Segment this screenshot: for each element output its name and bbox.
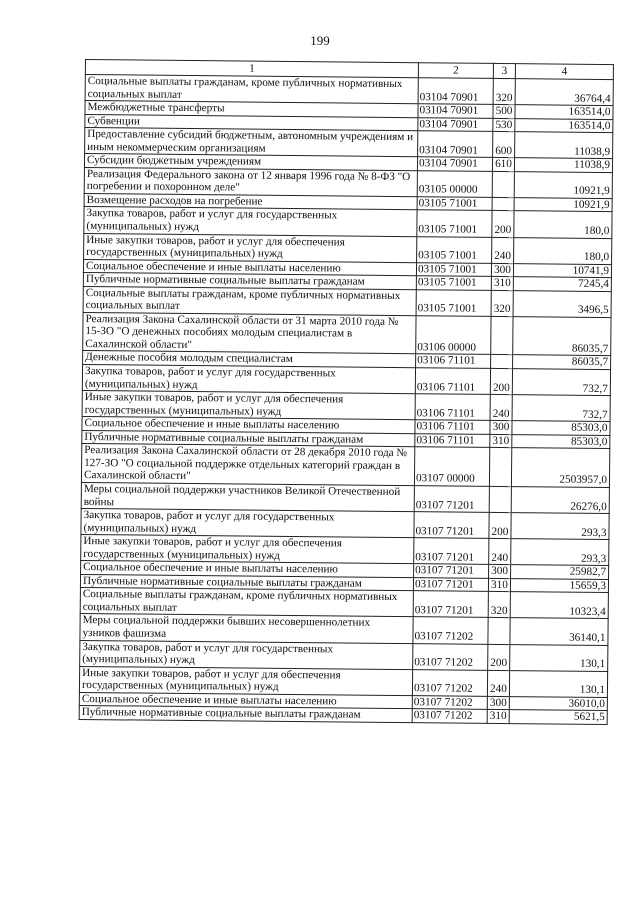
- budget-table-sheet: [79, 59, 613, 725]
- row-name: Публичные нормативные социальные выплаты гражданам: [82, 430, 415, 447]
- row-vr: 240: [492, 237, 514, 263]
- row-name: Предоставление субсидий бюджетным, автономным учреждениям и иным некоммерческим организациям: [85, 128, 418, 157]
- row-name: Социальные выплаты гражданам, кроме публичных нормативных социальных выплат: [85, 75, 418, 104]
- row-code: 03104 70901: [418, 131, 493, 158]
- row-code: 03106 71101: [415, 433, 490, 447]
- row-amount: 85303,0: [512, 434, 610, 448]
- row-code: 03106 71101: [415, 420, 490, 434]
- row-code: 03105 00000: [417, 171, 492, 198]
- row-code: 03107 71202: [413, 617, 488, 644]
- row-code: 03107 71201: [414, 538, 489, 565]
- row-vr: 600: [493, 132, 515, 158]
- row-vr: [492, 171, 514, 197]
- row-name: Реализация Федерального закона от 12 января 1996 года № 8-ФЗ "О погребении и похоронном деле": [84, 167, 417, 196]
- row-code: 03107 71201: [413, 591, 488, 618]
- row-amount: 85303,0: [512, 421, 610, 435]
- row-vr: 610: [492, 158, 514, 172]
- row-amount: 36010,0: [509, 696, 607, 710]
- row-code: 03107 71201: [414, 486, 489, 513]
- row-code: 03107 71202: [412, 709, 487, 723]
- column-header-name: 1: [85, 60, 418, 78]
- row-amount: 732,7: [512, 369, 610, 396]
- row-name: Публичные нормативные социальные выплаты гражданам: [79, 706, 412, 723]
- row-amount: 732,7: [512, 395, 610, 422]
- row-name: Субсидии бюджетным учреждениям: [84, 154, 417, 171]
- row-code: 03104 70901: [418, 78, 493, 105]
- row-name: Закупка товаров, работ и услуг для государственных (муниципальных) нужд: [81, 509, 414, 538]
- column-header-code: 2: [418, 63, 493, 79]
- row-code: 03104 70901: [417, 157, 492, 171]
- row-vr: 300: [490, 421, 512, 435]
- row-code: 03107 71202: [413, 643, 488, 670]
- page-number: 199: [310, 33, 330, 48]
- row-code: 03106 71101: [416, 354, 491, 368]
- table-row: [83, 312, 611, 356]
- row-code: 03107 71202: [412, 669, 487, 696]
- row-name: Социальное обеспечение и иные выплаты населению: [81, 561, 414, 578]
- row-vr: [489, 448, 511, 487]
- row-vr: 200: [492, 211, 514, 237]
- row-vr: 310: [487, 710, 509, 724]
- row-amount: 36140,1: [510, 618, 608, 645]
- row-code: 03107 00000: [414, 447, 489, 486]
- row-amount: 11038,9: [514, 158, 612, 172]
- row-name: Социальное обеспечение и иные выплаты населению: [82, 417, 415, 434]
- row-vr: 240: [487, 670, 509, 696]
- row-amount: 11038,9: [515, 132, 613, 159]
- row-code: 03105 71001: [416, 289, 491, 316]
- row-amount: 293,3: [511, 513, 609, 540]
- row-name: Иные закупки товаров, работ и услуг для обеспечения государственных (муниципальных) нужд: [79, 666, 412, 695]
- row-name: Субвенции: [85, 114, 418, 131]
- row-code: 03105 71001: [416, 276, 491, 290]
- budget-table: [79, 59, 614, 725]
- row-amount: 163514,0: [515, 118, 613, 132]
- row-vr: 240: [489, 539, 511, 565]
- row-amount: 3496,5: [513, 290, 611, 317]
- row-amount: 180,0: [514, 237, 612, 264]
- row-amount: 130,1: [510, 644, 608, 671]
- row-amount: 130,1: [509, 670, 607, 697]
- row-amount: 10921,9: [514, 171, 612, 198]
- row-amount: 15659,3: [510, 578, 608, 592]
- row-vr: [491, 355, 513, 369]
- table-body: [79, 75, 613, 725]
- row-vr: [491, 316, 513, 355]
- row-vr: 240: [490, 395, 512, 421]
- row-name: Иные закупки товаров, работ и услуг для обеспечения государственных (муниципальных) нужд: [81, 535, 414, 564]
- row-code: 03107 71201: [414, 512, 489, 539]
- row-vr: 300: [489, 565, 511, 579]
- row-amount: 293,3: [511, 539, 609, 566]
- row-vr: 300: [487, 696, 509, 710]
- row-vr: 300: [491, 263, 513, 277]
- row-vr: 200: [490, 368, 512, 394]
- row-name: Закупка товаров, работ и услуг для государственных (муниципальных) нужд: [82, 365, 415, 394]
- row-vr: 310: [491, 277, 513, 291]
- row-vr: 310: [488, 578, 510, 592]
- row-vr: [488, 618, 510, 644]
- row-name: Иные закупки товаров, работ и услуг для обеспечения государственных (муниципальных) нужд: [82, 391, 415, 420]
- row-name: Реализация Закона Сахалинской области от 31 марта 2010 года № 15-ЗО "О денежных пособиях молодым специалистам в Сахалинской области": [83, 312, 416, 354]
- row-vr: 320: [493, 78, 515, 104]
- row-code: 03106 71101: [415, 394, 490, 421]
- row-amount: 10741,9: [513, 263, 611, 277]
- row-amount: 2503957,0: [511, 448, 609, 488]
- row-vr: 530: [493, 118, 515, 132]
- row-code: 03106 71101: [415, 368, 490, 395]
- row-name: Денежные пособия молодым специалистам: [83, 351, 416, 368]
- row-vr: 500: [493, 105, 515, 119]
- row-code: 03104 70901: [418, 104, 493, 118]
- row-name: Закупка товаров, работ и услуг для государственных (муниципальных) нужд: [80, 640, 413, 669]
- row-amount: 26276,0: [511, 487, 609, 514]
- row-amount: 7245,4: [513, 277, 611, 291]
- column-header-amount: 4: [515, 64, 613, 80]
- row-name: Закупка товаров, работ и услуг для государственных (муниципальных) нужд: [84, 207, 417, 236]
- row-code: 03105 71001: [416, 262, 491, 276]
- row-amount: 25982,7: [511, 565, 609, 579]
- row-code: 03105 71001: [417, 210, 492, 237]
- row-vr: 320: [491, 290, 513, 316]
- row-name: Межбюджетные трансферты: [85, 101, 418, 118]
- table-row: [81, 444, 609, 488]
- row-vr: [492, 197, 514, 211]
- row-code: 03104 70901: [418, 117, 493, 131]
- column-header-vr: 3: [493, 63, 515, 78]
- row-name: Возмещение расходов на погребение: [84, 193, 417, 210]
- row-code: 03107 71201: [414, 564, 489, 578]
- row-vr: 200: [488, 644, 510, 670]
- row-name: Реализация Закона Сахалинской области от 28 декабря 2010 года № 127-ЗО "О социальной поддержке отдельных категорий граждан в Сахалинской области": [81, 444, 414, 486]
- row-vr: 310: [490, 434, 512, 448]
- row-code: 03105 71001: [417, 236, 492, 263]
- row-amount: 86035,7: [513, 316, 611, 356]
- row-code: 03107 71202: [412, 695, 487, 709]
- row-name: Социальное обеспечение и иные выплаты населению: [79, 692, 412, 709]
- row-name: Публичные нормативные социальные выплаты гражданам: [83, 273, 416, 290]
- row-name: Публичные нормативные социальные выплаты гражданам: [80, 574, 413, 591]
- row-code: 03106 00000: [416, 316, 491, 355]
- row-vr: [489, 486, 511, 512]
- row-code: 03107 71201: [413, 577, 488, 591]
- row-name: Социальные выплаты гражданам, кроме публичных нормативных социальных выплат: [83, 286, 416, 315]
- row-amount: 10921,9: [514, 198, 612, 212]
- row-amount: 36764,4: [515, 79, 613, 106]
- row-amount: 10323,4: [510, 592, 608, 619]
- row-vr: 320: [488, 592, 510, 618]
- row-name: Меры социальной поддержки участников Великой Отечественной войны: [81, 482, 414, 511]
- row-amount: 163514,0: [515, 105, 613, 119]
- row-code: 03105 71001: [417, 197, 492, 211]
- row-vr: 200: [489, 512, 511, 538]
- row-name: Социальное обеспечение и иные выплаты населению: [83, 259, 416, 276]
- row-amount: 86035,7: [513, 355, 611, 369]
- row-amount: 180,0: [514, 211, 612, 238]
- row-name: Социальные выплаты гражданам, кроме публичных нормативных социальных выплат: [80, 588, 413, 617]
- row-name: Меры социальной поддержки бывших несовершеннолетних узников фашизма: [80, 614, 413, 643]
- row-name: Иные закупки товаров, работ и услуг для обеспечения государственных (муниципальных) нужд: [84, 233, 417, 262]
- row-amount: 5621,5: [509, 710, 607, 724]
